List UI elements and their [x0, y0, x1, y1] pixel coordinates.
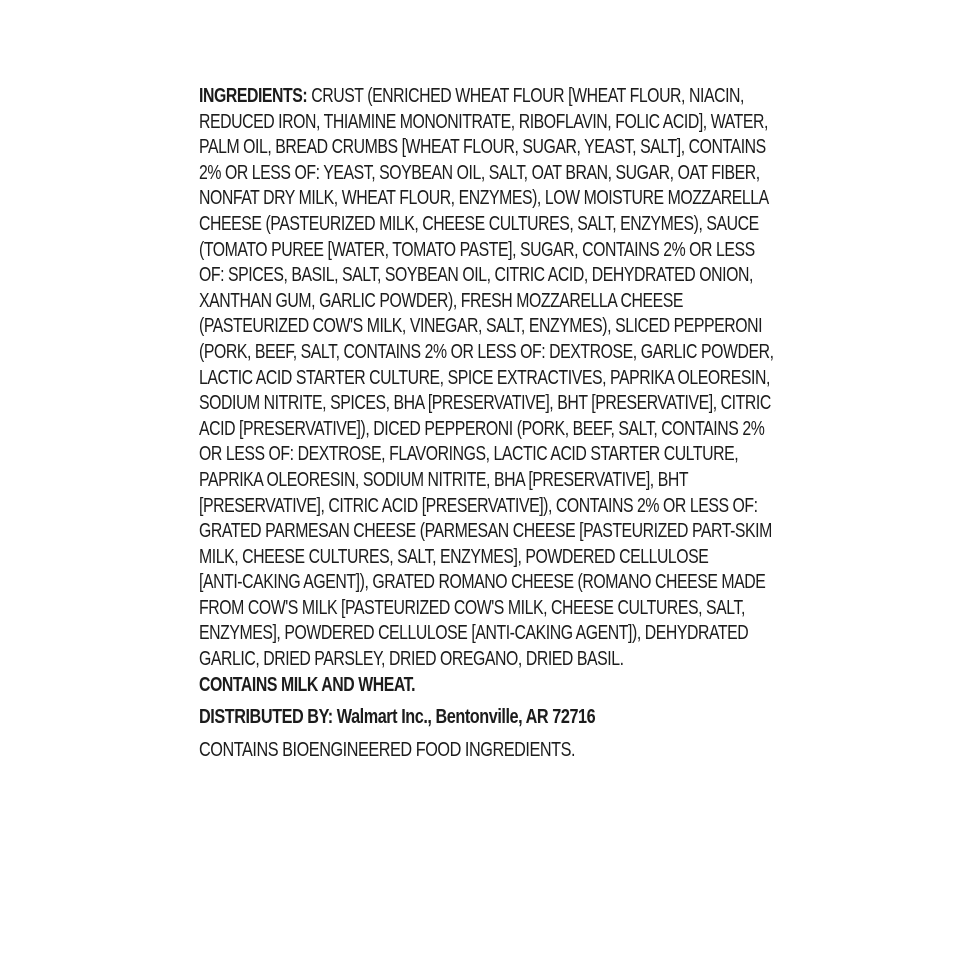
- ingredient-label-panel: [199, 84, 839, 763]
- ingredients-line: [199, 84, 807, 110]
- bioengineered-statement: CONTAINS BIOENGINEERED FOOD INGREDIENTS.: [199, 738, 576, 761]
- ingredients-line: FROM COW'S MILK [PASTEURIZED COW'S MILK, CHEESE CULTURES, SALT,: [199, 596, 745, 619]
- ingredients-list: [199, 84, 807, 673]
- ingredients-line: GARLIC, DRIED PARSLEY, DRIED OREGANO, DRIED BASIL.: [199, 648, 624, 671]
- distributor-line: [199, 705, 711, 731]
- ingredients-line: ENZYMES], POWDERED CELLULOSE [ANTI-CAKING AGENT]), DEHYDRATED: [199, 622, 749, 645]
- ingredients-line: OR LESS OF: DEXTROSE, FLAVORINGS, LACTIC ACID STARTER CULTURE,: [199, 443, 739, 466]
- ingredients-line: (PORK, BEEF, SALT, CONTAINS 2% OR LESS OF: DEXTROSE, GARLIC POWDER,: [199, 340, 774, 363]
- ingredients-line: REDUCED IRON, THIAMINE MONONITRATE, RIBOFLAVIN, FOLIC ACID], WATER,: [199, 110, 768, 133]
- ingredients-line: PALM OIL, BREAD CRUMBS [WHEAT FLOUR, SUGAR, YEAST, SALT], CONTAINS: [199, 136, 766, 159]
- ingredients-line: CHEESE (PASTEURIZED MILK, CHEESE CULTURES, SALT, ENZYMES), SAUCE: [199, 212, 759, 235]
- ingredients-line: OF: SPICES, BASIL, SALT, SOYBEAN OIL, CITRIC ACID, DEHYDRATED ONION,: [199, 264, 753, 287]
- ingredients-line: PAPRIKA OLEORESIN, SODIUM NITRITE, BHA [PRESERVATIVE], BHT: [199, 468, 689, 491]
- ingredients-line: SODIUM NITRITE, SPICES, BHA [PRESERVATIVE], BHT [PRESERVATIVE], CITRIC: [199, 392, 771, 415]
- ingredients-line: [PRESERVATIVE], CITRIC ACID [PRESERVATIVE]), CONTAINS 2% OR LESS OF:: [199, 494, 758, 517]
- ingredients-line: LACTIC ACID STARTER CULTURE, SPICE EXTRACTIVES, PAPRIKA OLEORESIN,: [199, 366, 770, 389]
- ingredients-line: (TOMATO PUREE [WATER, TOMATO PASTE], SUGAR, CONTAINS 2% OR LESS: [199, 238, 755, 261]
- ingredients-line: GRATED PARMESAN CHEESE (PARMESAN CHEESE [PASTEURIZED PART-SKIM: [199, 520, 772, 543]
- distributor-name: Walmart Inc., Bentonville, AR 72716: [332, 706, 596, 729]
- ingredients-line: (PASTEURIZED COW'S MILK, VINEGAR, SALT, ENZYMES), SLICED PEPPERONI: [199, 315, 763, 338]
- ingredients-line: NONFAT DRY MILK, WHEAT FLOUR, ENZYMES), LOW MOISTURE MOZZARELLA: [199, 187, 769, 210]
- ingredients-line: ACID [PRESERVATIVE]), DICED PEPPERONI (PORK, BEEF, SALT, CONTAINS 2%: [199, 417, 765, 440]
- distributor-label: DISTRIBUTED BY:: [199, 706, 333, 729]
- ingredients-line: [ANTI-CAKING AGENT]), GRATED ROMANO CHEESE (ROMANO CHEESE MADE: [199, 571, 766, 594]
- ingredients-heading: INGREDIENTS:: [199, 85, 308, 107]
- allergen-statement: CONTAINS MILK AND WHEAT.: [199, 673, 416, 696]
- ingredients-line: MILK, CHEESE CULTURES, SALT, ENZYMES], POWDERED CELLULOSE: [199, 545, 709, 568]
- ingredients-line-text: CRUST (ENRICHED WHEAT FLOUR [WHEAT FLOUR, NIACIN,: [307, 85, 745, 107]
- ingredients-line: 2% OR LESS OF: YEAST, SOYBEAN OIL, SALT, OAT BRAN, SUGAR, OAT FIBER,: [199, 161, 760, 184]
- ingredients-line: XANTHAN GUM, GARLIC POWDER), FRESH MOZZARELLA CHEESE: [199, 289, 683, 312]
